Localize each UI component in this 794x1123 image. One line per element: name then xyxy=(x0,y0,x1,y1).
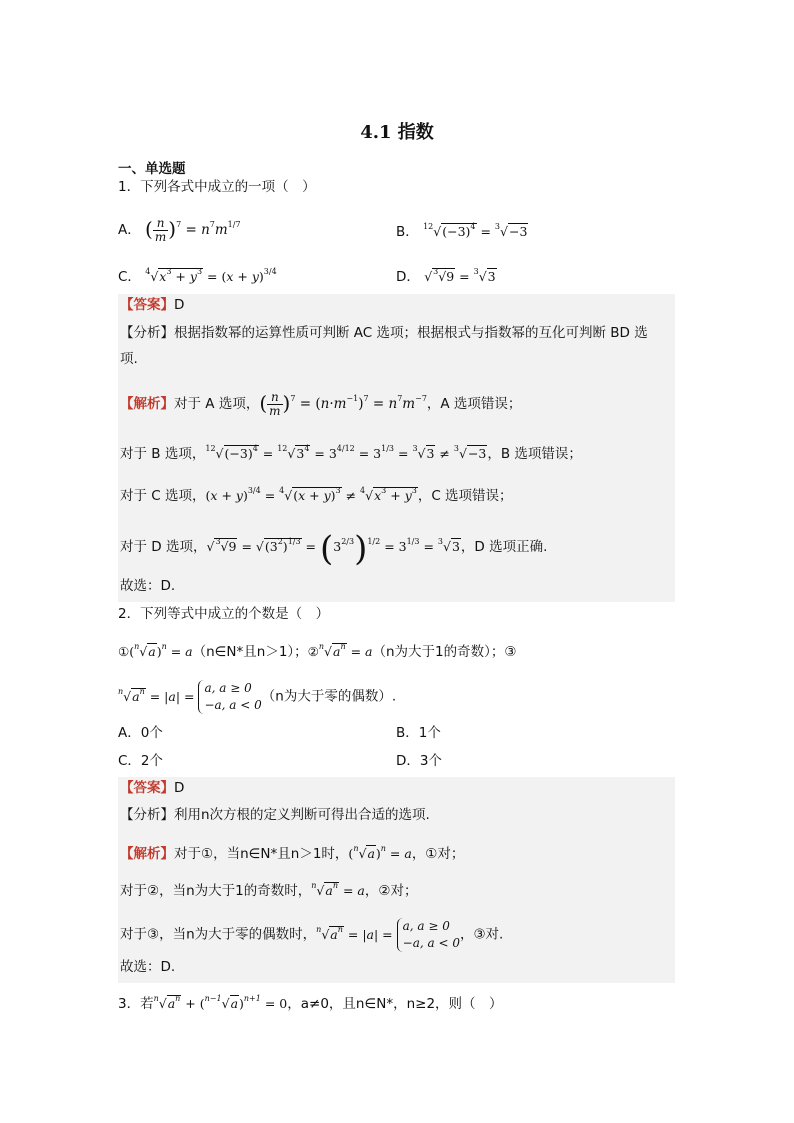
q2-option-b: B．1个 xyxy=(396,725,441,741)
solution-b-formula: $^{12}√(-3)^4 = ^{12}√3^4 = 3^{4/12} = 3^{1/3} = ^3√3 \ne ^3√-3$ xyxy=(205,444,487,461)
solution-2-formula: $^n√a^n = a$ xyxy=(311,881,365,898)
q1-solution-a xyxy=(120,390,521,418)
solution-2-pre: 对于②，当n为大于1的奇数时， xyxy=(120,883,312,899)
q2-conclusion: 故选：D. xyxy=(120,959,176,975)
answer-tag: 【答案】 xyxy=(120,297,174,313)
q1-analysis-line1 xyxy=(120,324,648,342)
analysis-tag: 【分析】 xyxy=(120,807,174,823)
q2-item1-condition: （n∈N*且n＞1）； xyxy=(192,644,308,660)
analysis-text: 利用n次方根的定义判断可得出合适的选项. xyxy=(174,807,430,823)
q1-answer xyxy=(120,296,184,314)
solution-tag: 【解析】 xyxy=(120,396,174,412)
solution-a-formula: ( $\frac{n}{m}$ )$^7 = (n\cdot m^{-1})^7 = n^7m^{-7}$ xyxy=(259,389,427,418)
q1-option-c-formula: $^4√x^3 + y^3 = (x + y)^{3/4}$ xyxy=(145,267,277,284)
solution-1-post: ，①对； xyxy=(411,846,465,862)
q2-option-c: C．2个 xyxy=(118,753,164,769)
solution-a-pre: 对于 A 选项， xyxy=(174,396,260,412)
q1-option-b-formula: $^{12}√(-3)^4 = ^3√-3$ xyxy=(423,222,528,239)
q2-item2-condition: （n为大于1的奇数）；③ xyxy=(372,644,517,660)
q1-option-a-formula: ( $\frac{n}{m}$ )$^7 = n^7m^{1/7}$ xyxy=(145,215,241,244)
solution-c-pre: 对于 C 选项， xyxy=(120,488,206,504)
solution-tag: 【解析】 xyxy=(120,846,174,862)
q2-statements-line1 xyxy=(118,638,517,661)
q2-analysis xyxy=(120,806,430,824)
q2-item3-condition: （n为大于零的偶数）. xyxy=(261,688,397,705)
solution-d-formula: $√^3√9 = √(3^2)^{1/3} = (3^{2/3})^{1/2} = 3^{1/3} = ^3√3$ xyxy=(206,529,460,569)
q1-option-d-label: D． xyxy=(396,269,420,285)
q1-option-c xyxy=(118,263,277,286)
q1-option-d-formula: √$^3$√9 = $^3$√3 xyxy=(424,267,496,284)
answer-tag: 【答案】 xyxy=(120,780,174,796)
q1-conclusion: 故选：D. xyxy=(120,578,176,594)
q2-solution-3 xyxy=(120,918,503,952)
q1-solution-b xyxy=(120,440,582,463)
q2-item2-formula: $②^n√a^n = a$ xyxy=(307,642,373,659)
q1-option-a-label: A． xyxy=(118,222,141,238)
q3-stem-mid: ，a≠0，且n∈N*，n≥2，则（ ） xyxy=(287,996,503,1012)
solution-3-post: ，③对. xyxy=(459,926,504,943)
solution-c-post: ，C 选项错误； xyxy=(417,488,513,504)
q1-option-b-label: B． xyxy=(396,224,419,240)
solution-a-post: ，A 选项错误； xyxy=(426,396,522,412)
solution-3-formula: $^n√a^n = |a|$ = a, a ≥ 0 −a, a < 0 xyxy=(316,919,460,950)
solution-b-post: ，B 选项错误； xyxy=(487,446,582,462)
solution-c-formula: $(x + y)^{3/4} = ^4√(x + y)^3 \ne ^4√x^3 + y^3$ xyxy=(205,486,417,503)
q2-solution-1 xyxy=(120,840,464,863)
page-title: 4.1 指数 xyxy=(360,122,434,143)
answer-value: D xyxy=(174,297,185,313)
q1-option-d xyxy=(396,263,497,286)
solution-b-pre: 对于 B 选项， xyxy=(120,446,206,462)
solution-2-post: ，②对； xyxy=(364,883,418,899)
q1-solution-d xyxy=(120,529,548,569)
solution-1-formula: $(^n√a)^n = a$ xyxy=(348,844,412,861)
solution-d-pre: 对于 D 选项， xyxy=(120,539,207,555)
solution-d-post: ，D 选项正确. xyxy=(460,539,548,555)
analysis-text: 根据指数幂的运算性质可判断 AC 选项；根据根式与指数幂的互化可判断 BD 选 xyxy=(174,325,648,341)
q3-formula: $^n√a^n + (^{n-1}√a)^{n+1} = 0$ xyxy=(153,994,288,1011)
q2-statements-line2 xyxy=(118,680,396,714)
q1-option-c-label: C． xyxy=(118,269,141,285)
solution-1-pre: 对于①，当n∈N*且n＞1时， xyxy=(174,846,349,862)
solution-3-pre: 对于③，当n为大于零的偶数时， xyxy=(120,926,317,943)
q1-option-b xyxy=(396,218,528,241)
analysis-tag: 【分析】 xyxy=(120,325,174,341)
q2-solution-2 xyxy=(120,877,417,900)
q3-stem-pre: 3．若 xyxy=(118,996,154,1012)
q1-analysis-line2: 项. xyxy=(120,351,138,367)
section-heading: 一、单选题 xyxy=(118,161,186,177)
q1-stem: 1．下列各式中成立的一项（ ） xyxy=(118,179,316,195)
q2-option-d: D．3个 xyxy=(396,753,442,769)
q2-stem: 2．下列等式中成立的个数是（ ） xyxy=(118,606,330,622)
q2-option-a: A．0个 xyxy=(118,725,163,741)
q1-option-a xyxy=(118,216,241,244)
q2-answer xyxy=(120,779,184,797)
q3-stem xyxy=(118,990,503,1013)
q1-solution-c xyxy=(120,482,513,505)
q2-item3-formula: $^n√a^n = |a|$ = a, a ≥ 0 −a, a < 0 xyxy=(118,681,262,712)
q2-item1-formula: $①(^n√a)^n = a$ xyxy=(118,642,193,659)
answer-value: D xyxy=(174,780,185,796)
